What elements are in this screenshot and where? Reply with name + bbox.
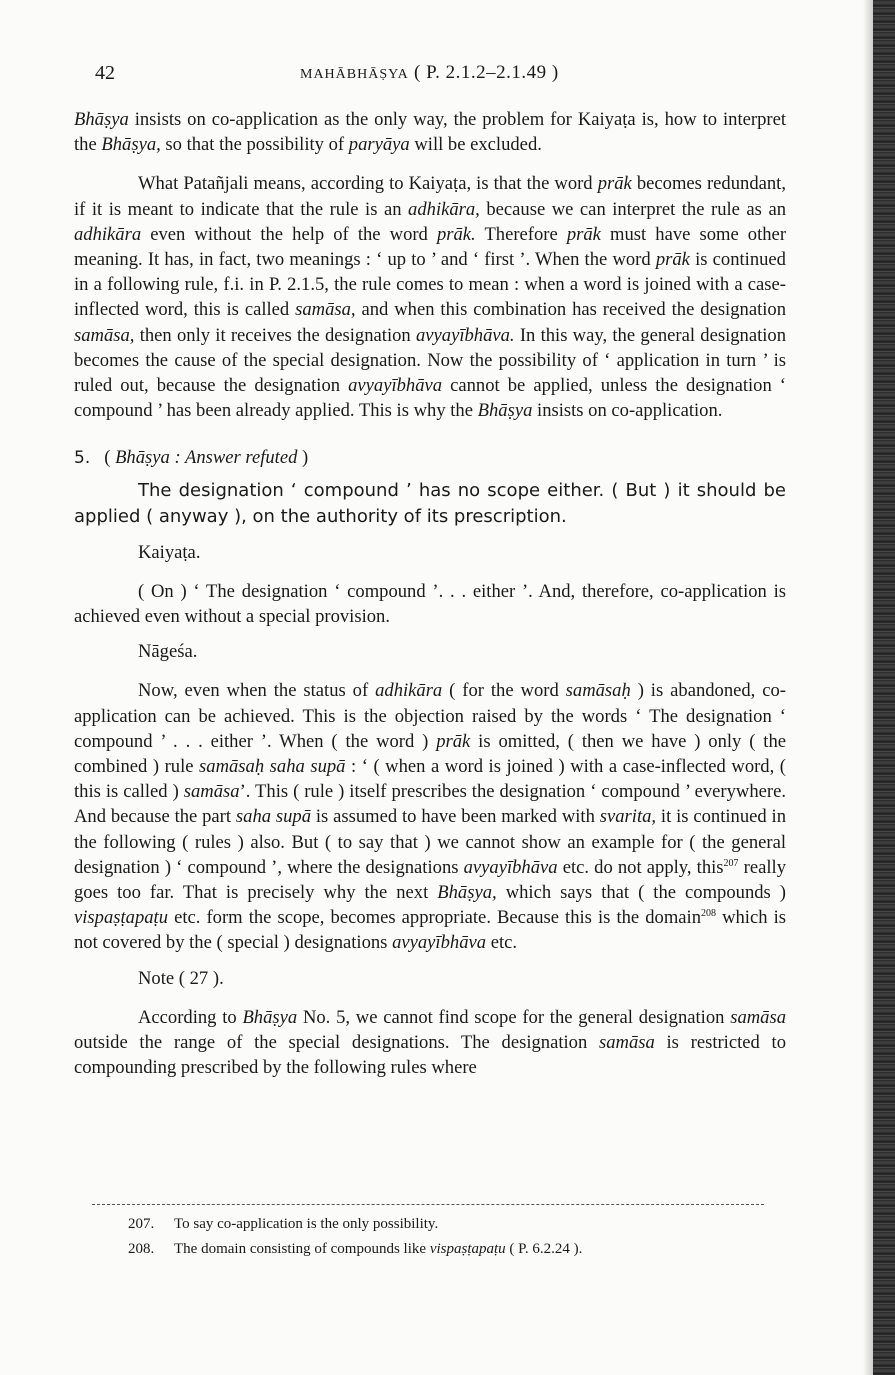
text-span: Therefore (475, 223, 567, 245)
text-span: and when this combination has received the designation (355, 299, 786, 321)
text-span: outside the range of the special designations. The designation (74, 1032, 599, 1054)
text-span: really goes too far. That is precisely why the next (74, 856, 786, 904)
term-italic: paryāya (348, 134, 410, 156)
term-italic: adhikāra (74, 223, 142, 245)
term-italic: samāsa (598, 1032, 655, 1054)
text-span: then only it receives the designation (134, 324, 416, 346)
footnote-ref-207: 207 (723, 857, 739, 869)
section-heading (74, 445, 786, 471)
text-span: is assumed to have been marked with (311, 806, 600, 828)
term-italic: prāk (436, 730, 471, 752)
term-italic: samāsaḥ (565, 680, 631, 702)
term-italic: prāk (597, 173, 632, 195)
footnote-number: 208. (128, 1241, 155, 1257)
term-italic: prāk. (436, 223, 476, 245)
note-label: Note ( 27 ). (138, 967, 224, 989)
running-title-main: MAHĀBHĀṢYA (300, 67, 409, 82)
footnote-ref-208: 208 (701, 908, 717, 920)
term-italic: avyayībhāva. (415, 324, 515, 346)
term-italic: avyayībhāva (348, 375, 443, 397)
text-span: which says that ( the compounds ) (496, 882, 786, 904)
running-header (95, 62, 795, 90)
text-span: etc. do not apply, this (557, 856, 724, 878)
footnotes (128, 1212, 768, 1262)
section-title: Bhāṣya : Answer refuted (115, 447, 298, 469)
text-span: so that the possibility of (160, 134, 349, 156)
text-span: cannot be applied, unless the designation ‘ compound ’ has been already applied. This is why the (74, 375, 786, 422)
term-italic: Bhāṣya, (101, 134, 161, 156)
commentator-nagesa: Nāgeśa. (138, 641, 198, 663)
text-span: etc. form the scope, becomes appropriate. Because this is the domain (168, 907, 702, 929)
text-span: etc. (486, 932, 518, 954)
text-span: is continued in a following rule, f.i. in P. 2.1.5, the rule comes to mean : when a word is joined with a case-inflected word, this is called (74, 249, 786, 321)
page-number: 42 (95, 62, 115, 84)
text-span: must have some other meaning. It has, in fact, two meanings : ‘ up to ’ and ‘ first ’. When the word (74, 223, 787, 271)
body-text (74, 107, 786, 1081)
text-span: insists on co-application. (532, 400, 723, 422)
text-span: ’. This ( rule ) itself prescribes the designation ‘ compound ’ everywhere. And because the part (74, 781, 786, 828)
text-span: even without the help of the word (141, 223, 437, 245)
term-italic: samāsa, (74, 324, 135, 346)
text-span: becomes redundant, if it is meant to indicate that the rule is an (74, 173, 786, 220)
section-number: 5. (74, 448, 91, 469)
term-italic: adhikāra (375, 680, 443, 702)
text-span: is omitted, ( then we have ) only ( the combined ) rule (74, 730, 786, 778)
paragraph-1 (74, 107, 786, 157)
running-title-ref: ( P. 2.1.2–2.1.49 ) (414, 62, 559, 83)
text-span: ) is abandoned, co-application can be achieved. This is the objection raised by the words ‘ The designation ‘ compound ’ . . . either ’. When ( the word ) (74, 680, 786, 752)
term-italic: prāk (566, 223, 601, 245)
book-spine-edge (873, 0, 895, 1375)
term-italic: samāsa, (295, 299, 356, 321)
footnote-text: ( P. 6.2.24 ). (505, 1241, 583, 1257)
text-span: ( (104, 447, 116, 469)
footnote-divider (92, 1204, 764, 1205)
text-span: ) (297, 447, 309, 469)
running-title (300, 62, 559, 84)
text-span: Now, even when the status of (138, 680, 376, 702)
term-italic: adhikāra, (408, 198, 480, 220)
term-italic: Bhāṣya (242, 1006, 298, 1028)
text-span: insists on co-application as the only way, the problem for Kaiyaṭa is, how to interpret the (74, 109, 786, 156)
bhasya-quote: The designation ‘ compound ’ has no scope either. ( But ) it should be applied ( anyway ), on the authority of its prescription. (74, 479, 786, 527)
paragraph-4: ( On ) ‘ The designation ‘ compound ’. . . either ’. And, therefore, co-application is achieved even without a special provision. (74, 580, 786, 628)
term-italic: svarita, (599, 806, 657, 828)
paragraph-2 (74, 171, 786, 423)
text-span: which is not covered by the ( special ) designations (74, 907, 786, 954)
footnote-text: The domain consisting of compounds like (174, 1241, 430, 1257)
text-span: will be excluded. (409, 134, 542, 156)
term-italic: Bhāṣya (477, 400, 533, 422)
text-span: No. 5, we cannot find scope for the general designation (297, 1006, 731, 1028)
term-italic: vispaṣṭapaṭu (429, 1241, 506, 1257)
paragraph-6 (74, 1005, 786, 1081)
term-italic: Bhāṣya, (437, 882, 497, 904)
commentator-kaiyata: Kaiyaṭa. (138, 541, 201, 563)
text-span: What Patañjali means, according to Kaiyaṭa, is that the word (138, 173, 598, 195)
term-italic: samāsa (183, 781, 240, 803)
footnote-208 (128, 1237, 768, 1262)
text-span: In this way, the general designation becomes the cause of the special designation. Now the possibility of ‘ application in turn ’ is ruled out, because the designation (74, 324, 787, 397)
text-span: is restricted to compounding prescribed by the following rules where (74, 1032, 786, 1079)
footnote-207 (128, 1212, 768, 1237)
text-span: it is continued in the following ( rules ) also. But ( to say that ) we cannot show an example for ( the general designation ) ‘ compound ’, where the designations (74, 806, 786, 878)
footnote-text: To say co-application is the only possibility. (174, 1216, 439, 1232)
footnote-number: 207. (128, 1216, 155, 1232)
page-edge-shadow (863, 0, 873, 1375)
term-italic: samāsaḥ saha supā (199, 756, 346, 778)
term-italic: avyayībhāva (392, 932, 487, 954)
text-span: According to (138, 1006, 243, 1028)
paragraph-5 (74, 678, 786, 955)
term-italic: avyayībhāva (463, 856, 558, 878)
term-italic: prāk (655, 249, 690, 271)
term-italic: saha supā (235, 806, 312, 828)
text-span: ( for the word (442, 680, 566, 702)
term-italic: samāsa (730, 1006, 786, 1028)
term-italic: vispaṣṭapaṭu (74, 907, 169, 929)
term-italic: Bhāṣya (74, 109, 129, 130)
text-span: : ‘ ( when a word is joined ) with a case-inflected word, ( this is called ) (74, 756, 786, 803)
text-span: because we can interpret the rule as an (479, 198, 786, 220)
